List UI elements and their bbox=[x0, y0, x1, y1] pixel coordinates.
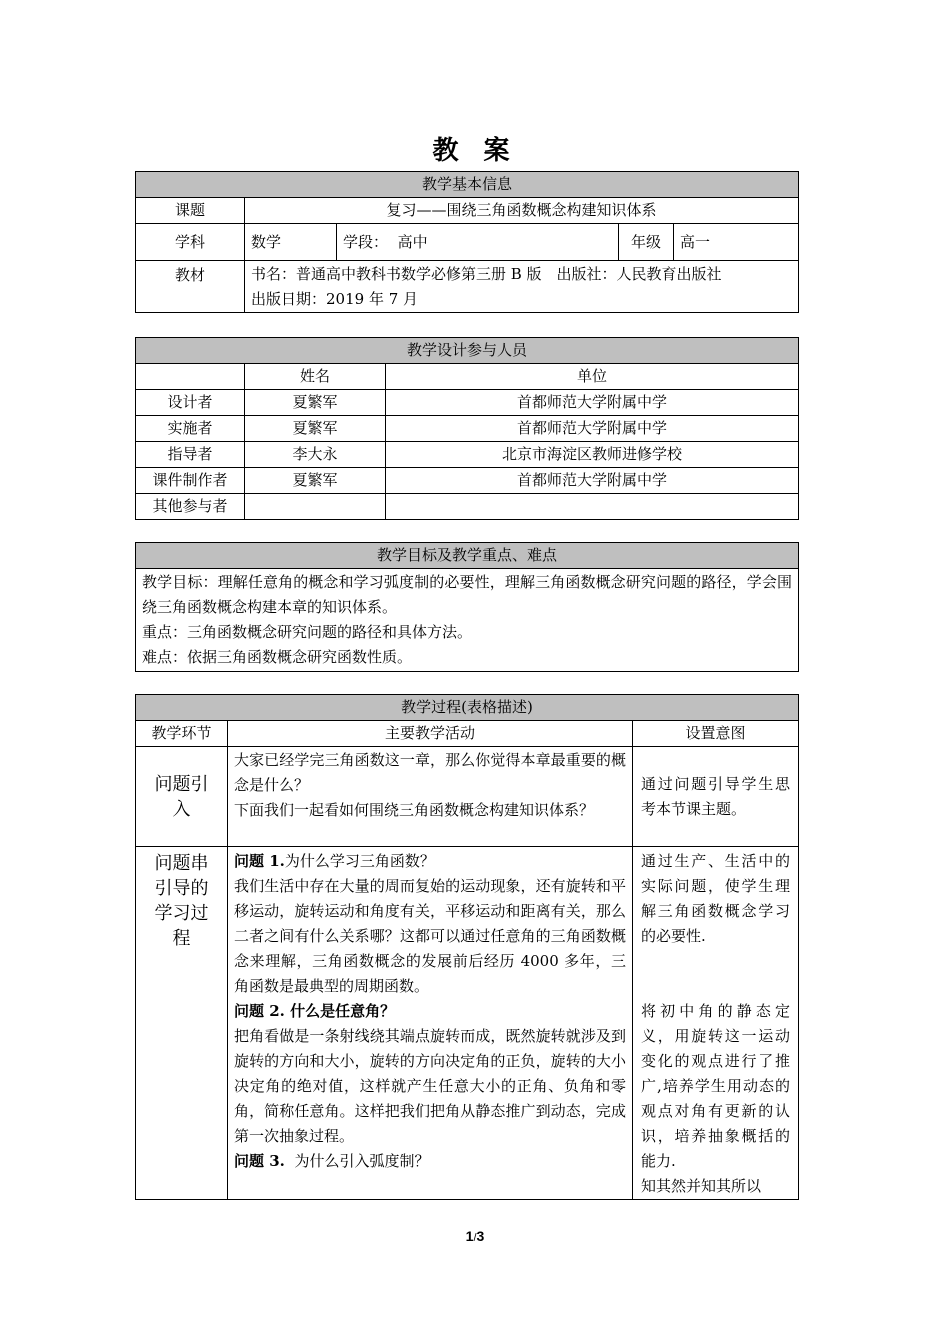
goals-body bbox=[136, 569, 799, 672]
participants-table bbox=[135, 337, 799, 520]
table-row bbox=[136, 442, 799, 468]
grade-value: 高一 bbox=[674, 224, 799, 261]
q3-title: 问题 3. bbox=[234, 1152, 285, 1170]
basic-info-header: 教学基本信息 bbox=[136, 172, 799, 198]
col-activity-header: 主要教学活动 bbox=[228, 721, 633, 747]
intent-paragraph: 通过生产、生活中的实际问题，使学生理解三角函数概念学习的必要性. bbox=[641, 852, 791, 945]
stage-value: 高中 bbox=[397, 232, 428, 251]
q2-body: 把角看做是一条射线绕其端点旋转而成，既然旋转就涉及到旋转的方向和大小，旋转的方向决定角的正负，旋转的大小决定角的绝对值，这样就产生任意大小的正角、负角和零角，简称任意角。这样把我们把角从静态推广到动态，完成第一次抽象过程。 bbox=[234, 1027, 626, 1145]
table-row bbox=[136, 468, 799, 494]
unit-cell: 首都师范大学附属中学 bbox=[386, 468, 799, 494]
name-cell: 夏繁军 bbox=[245, 468, 386, 494]
page-number: 1 bbox=[465, 1228, 474, 1244]
q2-title: 问题 2. 什么是任意角？ bbox=[234, 1002, 396, 1020]
unit-cell bbox=[386, 494, 799, 520]
q1-title: 问题 1. bbox=[234, 852, 285, 870]
col-name-header: 姓名 bbox=[245, 364, 386, 390]
page-footer bbox=[0, 1228, 950, 1244]
role-cell: 实施者 bbox=[136, 416, 245, 442]
table-row bbox=[136, 847, 799, 1200]
role-cell: 课件制作者 bbox=[136, 468, 245, 494]
subject-label: 学科 bbox=[136, 224, 245, 261]
stage-cell: 问题串引导的学习过程 bbox=[136, 847, 228, 1200]
difficulty-text: 难点：依据三角函数概念研究函数性质。 bbox=[142, 648, 413, 666]
unit-cell: 北京市海淀区教师进修学校 bbox=[386, 442, 799, 468]
name-cell bbox=[245, 494, 386, 520]
table-row bbox=[136, 494, 799, 520]
topic-label: 课题 bbox=[136, 198, 245, 224]
textbook-value bbox=[245, 261, 799, 313]
q1-text: 为什么学习三角函数？ bbox=[284, 852, 435, 870]
col-intent-header: 设置意图 bbox=[633, 721, 799, 747]
table-row bbox=[136, 747, 799, 847]
grade-label: 年级 bbox=[619, 224, 674, 261]
stage-cell: 问题引入 bbox=[136, 747, 228, 847]
q1-body: 我们生活中存在大量的周而复始的运动现象，还有旋转和平移运动，旋转运动和角度有关，平移运动和距离有关，那么二者之间有什么关系哪？这都可以通过任意角的三角函数概念来理解，三角函数概念的发展前后经历 4000 多年，三角函数是最典型的周期函数。 bbox=[234, 877, 626, 995]
textbook-line1: 书名：普通高中教科书数学必修第三册 B 版 出版社：人民教育出版社 bbox=[251, 265, 722, 283]
goals-table bbox=[135, 542, 799, 672]
activity-paragraph: 大家已经学完三角函数这一章，那么你觉得本章最重要的概念是什么？ bbox=[234, 751, 626, 794]
activity-cell bbox=[228, 747, 633, 847]
unit-cell: 首都师范大学附属中学 bbox=[386, 390, 799, 416]
page-separator: / bbox=[473, 1232, 477, 1244]
goals-header: 教学目标及教学重点、难点 bbox=[136, 543, 799, 569]
table-row bbox=[136, 390, 799, 416]
topic-value: 复习——围绕三角函数概念构建知识体系 bbox=[245, 198, 799, 224]
subject-value: 数学 bbox=[245, 224, 337, 261]
stage-label: 学段： bbox=[343, 232, 389, 251]
intent-cell bbox=[633, 847, 799, 1200]
stage-cell bbox=[337, 224, 619, 261]
participants-corner bbox=[136, 364, 245, 390]
unit-cell: 首都师范大学附属中学 bbox=[386, 416, 799, 442]
process-header: 教学过程(表格描述) bbox=[136, 695, 799, 721]
intent-paragraph: 知其然并知其所以 bbox=[641, 1177, 762, 1195]
page-total: 3 bbox=[476, 1228, 485, 1244]
basic-info-table bbox=[135, 171, 799, 313]
table-row bbox=[136, 416, 799, 442]
name-cell: 李大永 bbox=[245, 442, 386, 468]
textbook-label: 教材 bbox=[136, 261, 245, 313]
name-cell: 夏繁军 bbox=[245, 390, 386, 416]
activity-cell bbox=[228, 847, 633, 1200]
col-stage-header: 教学环节 bbox=[136, 721, 228, 747]
activity-paragraph: 下面我们一起看如何围绕三角函数概念构建知识体系？ bbox=[234, 801, 595, 819]
objective-text: 教学目标：理解任意角的概念和学习弧度制的必要性，理解三角函数概念研究问题的路径，学会围绕三角函数概念构建本章的知识体系。 bbox=[142, 573, 792, 616]
col-unit-header: 单位 bbox=[386, 364, 799, 390]
process-table bbox=[135, 694, 799, 1200]
name-cell: 夏繁军 bbox=[245, 416, 386, 442]
role-cell: 设计者 bbox=[136, 390, 245, 416]
role-cell: 指导者 bbox=[136, 442, 245, 468]
q3-text: 为什么引入弧度制？ bbox=[294, 1152, 430, 1170]
participants-header: 教学设计参与人员 bbox=[136, 338, 799, 364]
page-title: 教 案 bbox=[432, 136, 518, 166]
textbook-line2: 出版日期：2019 年 7 月 bbox=[251, 290, 419, 308]
intent-cell: 通过问题引导学生思考本节课主题。 bbox=[633, 747, 799, 847]
role-cell: 其他参与者 bbox=[136, 494, 245, 520]
key-point-text: 重点：三角函数概念研究问题的路径和具体方法。 bbox=[142, 623, 473, 641]
intent-paragraph: 将初中角的静态定义，用旋转这一运动变化的观点进行了推广,培养学生用动态的观点对角有更新的认识，培养抽象概括的能力. bbox=[641, 1002, 791, 1170]
